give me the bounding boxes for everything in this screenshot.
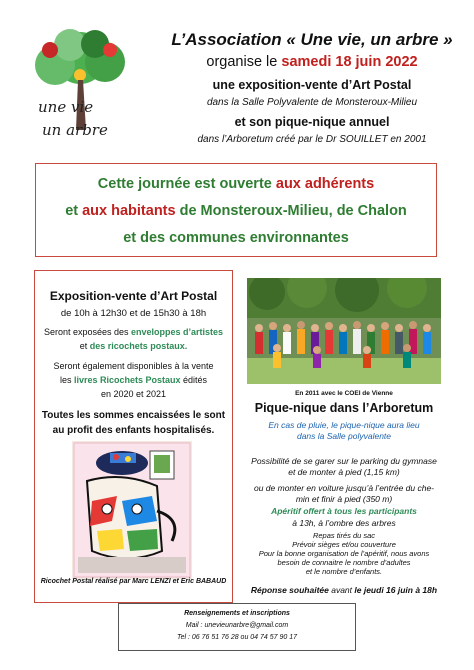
reply-b: avant — [328, 585, 355, 595]
arboretum-line: dans l’Arboretum créé par le Dr SOUILLET en 2001 — [197, 134, 427, 145]
p1-c: et — [79, 341, 90, 351]
banner-l2-a: et — [65, 203, 83, 219]
banner-line-2 — [36, 203, 436, 219]
banner-line-3: et des communes environnantes — [123, 230, 349, 246]
expo-line: une exposition-vente d’Art Postal — [212, 78, 412, 92]
banner-l1-a: Cette journée est ouverte — [97, 176, 276, 192]
contact-footer — [118, 603, 356, 651]
exposition-p1-line2 — [35, 341, 232, 351]
association-title: L’Association « Une vie, un arbre » — [171, 30, 453, 49]
tree-canopy — [35, 29, 125, 85]
rain-note-line1: En cas de pluie, le pique-nique aura lieu — [268, 420, 420, 430]
footer-email: Mail : unevieunarbre@gmail.com — [185, 622, 289, 629]
footer-phone: Tel : 06 76 51 76 28 ou 04 74 57 90 17 — [176, 634, 297, 641]
exposition-box — [34, 270, 233, 603]
association-logo — [10, 20, 150, 155]
pique-line: et son pique-nique annuel — [234, 115, 390, 129]
parking-line2: et de monter à pied (1,15 km) — [288, 467, 400, 477]
banner-l2-b: aux habitants — [82, 203, 176, 219]
aperitif-line1: Apéritif offert à tous les participants — [271, 506, 417, 516]
p1-d: des ricochets postaux. — [89, 341, 188, 351]
ricochet-postal-artwork — [72, 441, 192, 579]
repas-line3: Pour la bonne organisation de l’apéritif, nous avons — [258, 549, 430, 558]
repas-line4: besoin de connaitre le nombre d’adultes — [277, 558, 411, 567]
repas-line5: et le nombre d’enfants. — [305, 567, 383, 576]
exposition-hours: de 10h à 12h30 et de 15h30 à 18h — [60, 308, 207, 319]
event-date: samedi 18 juin 2022 — [281, 54, 418, 70]
rain-note-line2: dans la Salle polyvalente — [296, 431, 392, 441]
photo-caption: En 2011 avec le COEI de Vienne — [295, 390, 393, 397]
organise-line — [150, 54, 474, 70]
p1-b: enveloppes d’artistes — [131, 327, 224, 337]
exposition-p3-line1: Toutes les sommes encaissées le sont — [41, 410, 226, 421]
repas-line1: Repas tirés du sac — [312, 531, 376, 540]
audience-banner — [35, 163, 437, 257]
logo-text-bottom: un arbre — [42, 121, 108, 139]
exposition-p1-line1 — [35, 327, 232, 337]
reply-c: le jeudi 16 juin à 18h — [354, 585, 438, 595]
reply-a: Réponse souhaitée — [250, 585, 329, 595]
footer-heading: Renseignements et inscriptions — [184, 610, 290, 617]
aperitif-line2: à 13h, à l’ombre des arbres — [292, 518, 396, 528]
exposition-p2-line2 — [35, 375, 232, 385]
logo-text-top: une vie — [38, 98, 94, 116]
banner-line-1 — [36, 176, 436, 192]
group-photo — [247, 278, 441, 384]
p2-c: livres Ricochets Postaux — [73, 375, 181, 385]
picnic-title: Pique-nique dans l’Arboretum — [254, 401, 434, 415]
artwork-caption: Ricochet Postal réalisé par Marc LENZI et Eric BABAUD — [40, 578, 227, 585]
repas-line2: Prévoir sièges et/ou couverture — [292, 540, 396, 549]
parking-line1: Possibilité de se garer sur le parking du gymnase — [251, 456, 437, 466]
p2-b: les — [59, 375, 74, 385]
salle-line: dans la Salle Polyvalente de Monsteroux-Milieu — [206, 97, 418, 108]
banner-l2-c: de Monsteroux-Milieu, de Chalon — [175, 203, 407, 219]
exposition-p2-line3: en 2020 et 2021 — [100, 389, 167, 399]
car-line2: min et finir à pied (350 m) — [295, 494, 393, 504]
p1-a: Seront exposées des — [43, 327, 131, 337]
exposition-p3-line2: au profit des enfants hospitalisés. — [52, 425, 215, 436]
car-line1: ou de monter en voiture jusqu’à l’entrée du che- — [253, 483, 435, 493]
reply-deadline — [247, 585, 441, 595]
banner-l1-b: aux adhérents — [275, 176, 375, 192]
organise-prefix: organise le — [206, 54, 282, 70]
exposition-p2-line1: Seront également disponibles à la vente — [53, 361, 214, 371]
p2-d: édités — [180, 375, 208, 385]
exposition-title: Exposition-vente d’Art Postal — [49, 289, 218, 303]
